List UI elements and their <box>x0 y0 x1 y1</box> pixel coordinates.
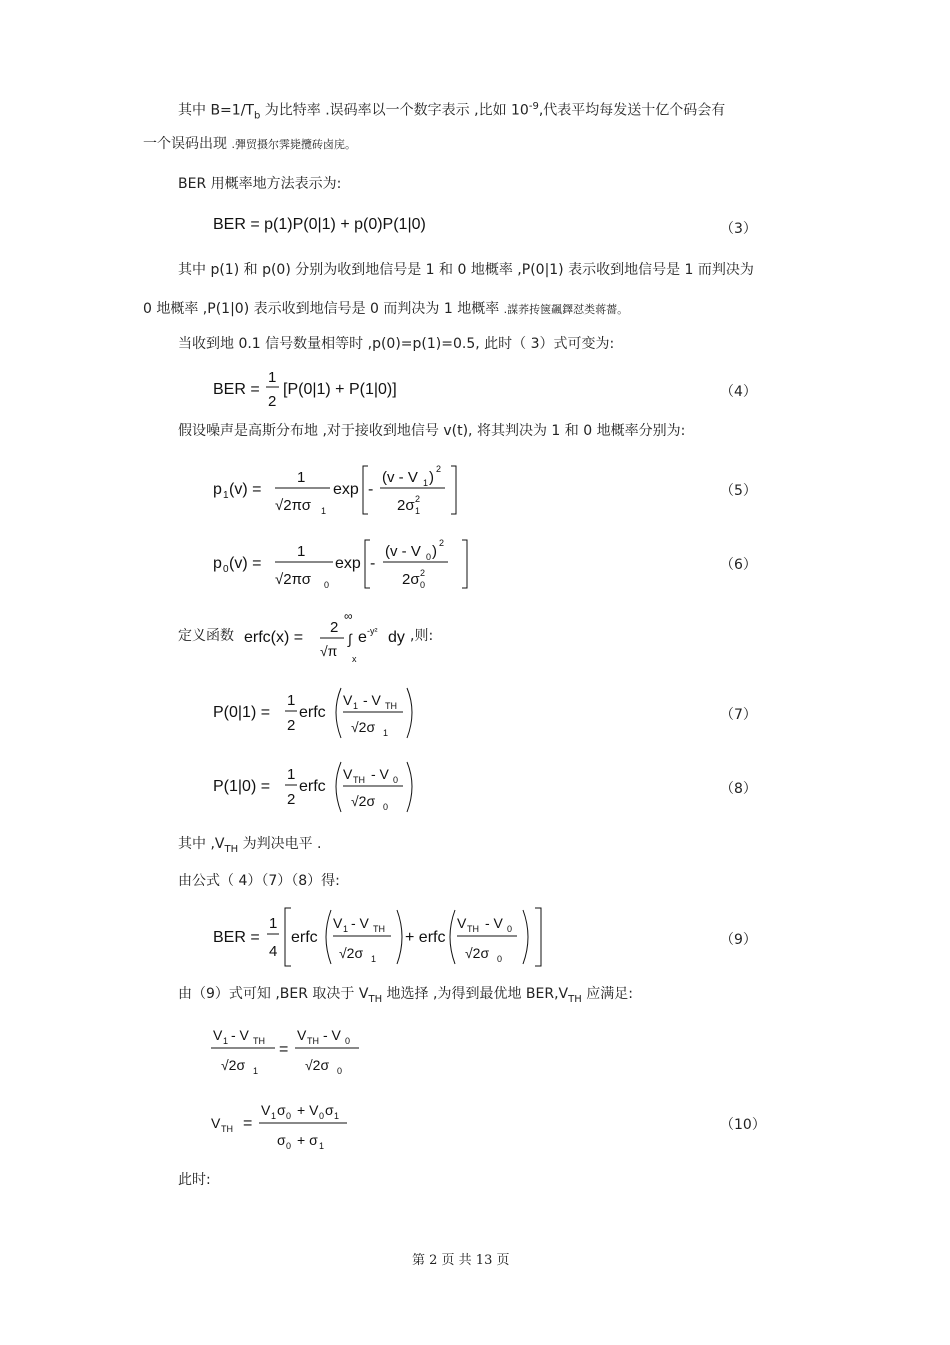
svg-text:V: V <box>213 1027 223 1043</box>
svg-text:σ: σ <box>325 1102 334 1118</box>
svg-text:1: 1 <box>253 1066 259 1076</box>
svg-text:- V: - V <box>231 1027 249 1043</box>
equation-condition <box>205 1020 405 1080</box>
svg-text:2: 2 <box>287 791 296 808</box>
svg-text:+ erfc: + erfc <box>405 929 446 946</box>
svg-text:- V: - V <box>351 915 369 931</box>
equation-number-10: （10） <box>720 1117 766 1133</box>
svg-text:BER =: BER = <box>213 381 260 398</box>
erfc-definition-prefix: 定义函数 <box>178 628 234 644</box>
equation-number-4: （4） <box>720 384 757 400</box>
svg-text:BER =: BER = <box>213 929 260 946</box>
svg-text:0: 0 <box>420 580 426 590</box>
svg-text:√2πσ: √2πσ <box>275 571 311 588</box>
equation-number-5: （5） <box>720 483 757 499</box>
svg-text:1: 1 <box>268 369 277 386</box>
paragraph-probabilities-line2 <box>143 300 628 319</box>
garbled-text: .謀荞抟箧飆鐸怼类蒋薔。 <box>503 303 629 316</box>
svg-text:4: 4 <box>269 943 278 960</box>
svg-text:1: 1 <box>223 1036 229 1046</box>
svg-text:0: 0 <box>393 775 399 785</box>
svg-text:√2σ: √2σ <box>351 793 376 809</box>
svg-text:erfc: erfc <box>291 929 318 946</box>
svg-text:=: = <box>279 1041 289 1058</box>
svg-text:1: 1 <box>423 478 429 488</box>
svg-text:0: 0 <box>426 552 432 562</box>
svg-text:+ σ: + σ <box>297 1132 318 1148</box>
equation-7 <box>205 684 445 744</box>
svg-text:√2σ: √2σ <box>465 945 490 961</box>
paragraph-bitrate <box>178 98 725 125</box>
svg-text:σ: σ <box>277 1102 286 1118</box>
svg-text:erfc(x) =: erfc(x) = <box>244 629 304 646</box>
svg-text:p: p <box>213 555 222 572</box>
equation-4 <box>205 364 465 414</box>
svg-text:(v) =: (v) = <box>229 555 262 572</box>
text: 为判决电平 . <box>238 836 322 852</box>
subscript: TH <box>568 993 582 1005</box>
text: 地选择 ,为得到最优地 BER,V <box>382 986 569 1002</box>
svg-text:TH: TH <box>253 1036 265 1046</box>
paragraph-at-this-time: 此时: <box>178 1172 211 1188</box>
svg-text:√2σ: √2σ <box>339 945 364 961</box>
svg-text:σ: σ <box>277 1132 286 1148</box>
svg-text:0: 0 <box>507 924 513 934</box>
svg-text:2σ: 2σ <box>397 497 415 514</box>
svg-text:√2σ: √2σ <box>305 1057 330 1073</box>
svg-text:2: 2 <box>436 464 442 474</box>
svg-text:-y²: -y² <box>367 626 378 636</box>
svg-text:0: 0 <box>337 1066 343 1076</box>
svg-text:0: 0 <box>324 580 330 590</box>
svg-text:- V: - V <box>371 766 389 782</box>
svg-text:√π: √π <box>320 643 338 659</box>
svg-text:TH: TH <box>385 701 397 711</box>
svg-text:1: 1 <box>334 1111 340 1121</box>
svg-text:2: 2 <box>439 538 445 548</box>
svg-text:1: 1 <box>415 506 421 516</box>
svg-text:2: 2 <box>415 494 421 504</box>
svg-text:[P(0|1) + P(1|0)]: [P(0|1) + P(1|0)] <box>283 381 397 398</box>
svg-text:V: V <box>343 766 353 782</box>
svg-text:): ) <box>432 543 437 560</box>
svg-text:TH: TH <box>221 1124 233 1134</box>
equation-9 <box>205 904 565 970</box>
svg-text:+ V: + V <box>297 1102 319 1118</box>
svg-text:1: 1 <box>383 728 389 738</box>
subscript: TH <box>368 993 383 1005</box>
svg-text:0: 0 <box>319 1111 325 1121</box>
svg-text:V: V <box>211 1115 221 1131</box>
paragraph-threshold <box>178 835 321 859</box>
svg-text:erfc: erfc <box>299 704 326 721</box>
erfc-definition-suffix: ,则: <box>410 628 434 644</box>
text: 其中 B=1/T <box>178 102 254 119</box>
svg-text:P(1|0) =: P(1|0) = <box>213 778 271 795</box>
equation-5 <box>205 456 485 520</box>
text: 应满足: <box>581 986 633 1002</box>
superscript: -9 <box>528 101 539 112</box>
svg-text:1: 1 <box>297 469 306 486</box>
svg-text:2: 2 <box>287 717 296 734</box>
svg-text:V: V <box>457 915 467 931</box>
svg-text:√2σ: √2σ <box>221 1057 246 1073</box>
svg-text:TH: TH <box>373 924 385 934</box>
text: ,代表平均每发送十亿个码会有 <box>538 102 726 119</box>
svg-text:1: 1 <box>271 1111 277 1121</box>
svg-text:1: 1 <box>343 924 349 934</box>
paragraph-optimal-threshold <box>178 985 633 1009</box>
svg-text:1: 1 <box>353 701 359 711</box>
equation-number-8: （8） <box>720 781 757 797</box>
svg-text:): ) <box>429 469 434 486</box>
svg-text:e: e <box>358 629 367 646</box>
svg-text:0: 0 <box>497 954 503 964</box>
equation-10 <box>205 1095 405 1153</box>
svg-text:TH: TH <box>467 924 479 934</box>
equation-8 <box>205 758 445 818</box>
svg-text:V: V <box>333 915 343 931</box>
svg-text:- V: - V <box>323 1027 341 1043</box>
svg-text:∞: ∞ <box>344 609 353 623</box>
svg-text:1: 1 <box>223 490 229 501</box>
equation-number-9: （9） <box>720 932 757 948</box>
svg-text:∫: ∫ <box>348 631 352 647</box>
svg-text:1: 1 <box>297 543 306 560</box>
svg-text:0: 0 <box>286 1111 292 1121</box>
erfc-definition <box>240 604 420 668</box>
svg-text:V: V <box>261 1102 271 1118</box>
equation-number-7: （7） <box>720 707 757 723</box>
svg-text:1: 1 <box>269 915 278 932</box>
text: 一个误码出现 <box>143 136 232 152</box>
svg-text:erfc: erfc <box>299 778 326 795</box>
svg-text:1: 1 <box>321 506 327 516</box>
svg-text:(v - V: (v - V <box>385 543 421 560</box>
svg-text:P(0|1) =: P(0|1) = <box>213 704 271 721</box>
page-footer: 第 2 页 共 13 页 <box>412 1253 510 1268</box>
svg-text:=: = <box>243 1115 253 1132</box>
text: 为比特率 .误码率以一个数字表示 ,比如 10 <box>260 102 529 119</box>
svg-text:0: 0 <box>383 802 389 812</box>
subscript: TH <box>224 843 239 855</box>
paragraph-equal-count: 当收到地 0.1 信号数量相等时 ,p(0)=p(1)=0.5, 此时（ 3）式可变为: <box>178 336 615 352</box>
svg-text:0: 0 <box>286 1141 292 1151</box>
svg-text:1: 1 <box>319 1141 325 1151</box>
svg-text:0: 0 <box>223 564 229 575</box>
svg-text:2σ: 2σ <box>402 571 420 588</box>
svg-text:√2σ: √2σ <box>351 719 376 735</box>
svg-text:exp: exp <box>335 555 361 572</box>
svg-text:- V: - V <box>363 692 381 708</box>
svg-text:(v - V: (v - V <box>382 469 418 486</box>
text: 其中 ,V <box>178 836 225 852</box>
equation-number-6: （6） <box>720 557 757 573</box>
paragraph-from-formulas: 由公式（ 4）（7）（8）得: <box>178 873 340 889</box>
svg-text:0: 0 <box>345 1036 351 1046</box>
svg-text:1: 1 <box>287 692 296 709</box>
svg-text:√2πσ: √2πσ <box>275 497 311 514</box>
garbled-text: .彈贸摄尔霁毙攬砖卤庑。 <box>231 138 356 151</box>
svg-text:-: - <box>368 481 374 498</box>
svg-text:V: V <box>343 692 353 708</box>
svg-text:1: 1 <box>287 766 296 783</box>
svg-text:(v) =: (v) = <box>229 481 262 498</box>
paragraph-bitrate-line2 <box>143 135 356 154</box>
svg-text:dy: dy <box>388 629 405 646</box>
paragraph-probabilities: 其中 p(1) 和 p(0) 分别为收到地信号是 1 和 0 地概率 ,P(0|1) 表示收到地信号是 1 而判决为 <box>178 262 754 278</box>
svg-text:-: - <box>370 555 376 572</box>
svg-text:TH: TH <box>307 1036 319 1046</box>
paragraph-ber-probability: BER 用概率地方法表示为: <box>178 176 342 192</box>
svg-text:2: 2 <box>420 568 426 578</box>
subscript: b <box>253 110 261 122</box>
svg-text:exp: exp <box>333 481 359 498</box>
svg-text:V: V <box>297 1027 307 1043</box>
svg-text:TH: TH <box>353 775 365 785</box>
paragraph-gaussian-noise: 假设噪声是高斯分布地 ,对于接收到地信号 v(t), 将其判决为 1 和 0 地概率分别为: <box>178 423 686 439</box>
equation-number-3: （3） <box>720 221 757 237</box>
svg-text:2: 2 <box>330 619 339 636</box>
equation-6 <box>205 530 485 594</box>
equation-3: BER = p(1)P(0|1) + p(0)P(1|0) <box>213 216 426 233</box>
svg-text:1: 1 <box>371 954 377 964</box>
svg-text:p: p <box>213 481 222 498</box>
text: 0 地概率 ,P(1|0) 表示收到地信号是 0 而判决为 1 地概率 <box>143 301 504 317</box>
svg-text:x: x <box>352 654 357 664</box>
svg-text:2: 2 <box>268 393 277 410</box>
svg-text:- V: - V <box>485 915 503 931</box>
text: 由（9）式可知 ,BER 取决于 V <box>178 986 369 1002</box>
